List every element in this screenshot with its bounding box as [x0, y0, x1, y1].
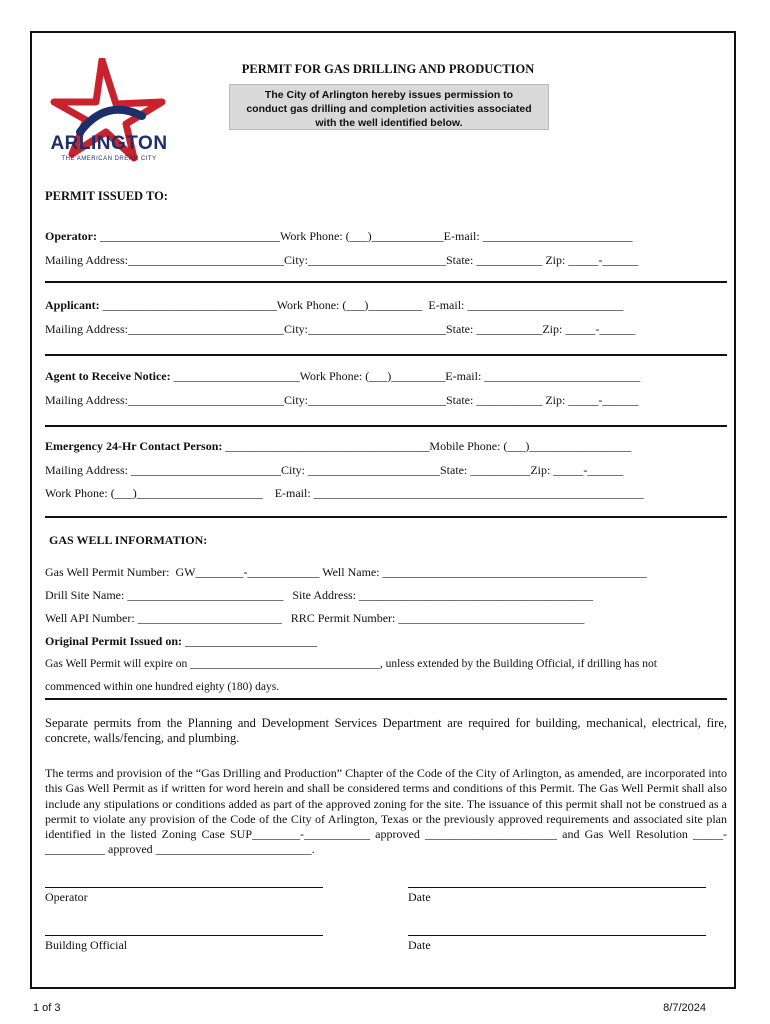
date-label: Date	[408, 890, 431, 904]
form-title: PERMIT FOR GAS DRILLING AND PRODUCTION	[241, 62, 535, 76]
agent-line[interactable]	[45, 369, 640, 383]
section-divider	[45, 516, 727, 518]
emergency-phone-line[interactable]: Work Phone: (___)_____________________ E-mail: _______________________________________________________	[45, 486, 644, 500]
operator-line[interactable]	[45, 229, 633, 243]
original-permit-line[interactable]	[45, 634, 317, 648]
notice-line: The City of Arlington hereby issues permission to	[264, 89, 514, 101]
emergency-fields[interactable]: __________________________________Mobile Phone: (___)_________________	[222, 439, 632, 453]
notice-line: conduct gas drilling and completion activities associated	[246, 103, 532, 115]
applicant-fields[interactable]: _____________________________Work Phone: (___)_________ E-mail: __________________________	[99, 298, 624, 312]
operator-label: Operator:	[45, 229, 97, 243]
emergency-mailing-line[interactable]: Mailing Address: _________________________City: ______________________State: __________Zip: _____-______	[45, 463, 624, 477]
date-signature-line[interactable]	[408, 887, 706, 888]
drill-site-line[interactable]: Drill Site Name: __________________________ Site Address: _______________________________________	[45, 588, 593, 602]
operator-signature-label: Operator	[45, 890, 88, 904]
applicant-label: Applicant:	[45, 298, 100, 312]
permission-notice	[229, 84, 549, 130]
expiration-line-2: commenced within one hundred eighty (180) days.	[45, 681, 280, 693]
page-number: 1 of 3	[33, 1002, 61, 1014]
section-divider	[45, 698, 727, 700]
gas-well-permit-line[interactable]: Gas Well Permit Number: GW________-____________ Well Name: ____________________________________________	[45, 565, 647, 579]
original-permit-field[interactable]: ______________________	[182, 634, 317, 648]
footer-date: 8/7/2024	[663, 1002, 706, 1014]
logo-wordmark: ARLINGTON	[50, 133, 168, 154]
building-official-label: Building Official	[45, 938, 128, 952]
agent-fields[interactable]: _____________________Work Phone: (___)_________E-mail: __________________________	[170, 369, 641, 383]
terms-paragraph: The terms and provision of the “Gas Drilling and Production” Chapter of the Code of the City of Arlington, as amended, are incorporated into this Gas Well Permit as if written for word herein and shall be considered terms and conditions of this Permit. The Gas Well Permit shall also include any stipulations or conditions added as part of the approved zoning for the site. The issuance of this permit shall not be construed as a permit to violate any provision of the Code of the City of Arlington, Texas or the previously approved requirements and associated site plan identified in the listed Zoning Case SUP________-___________ approved ______________________ and Gas Well Resolution _____-__________ approved __________________________.	[45, 766, 727, 857]
operator-signature-line[interactable]	[45, 887, 323, 888]
applicant-line[interactable]	[45, 298, 623, 312]
date-label-2: Date	[408, 938, 431, 952]
operator-mailing-line[interactable]: Mailing Address:__________________________City:_______________________State: ___________ Zip: _____-______	[45, 253, 639, 267]
emergency-line[interactable]	[45, 439, 631, 453]
section-divider	[45, 354, 727, 356]
operator-fields[interactable]: ______________________________Work Phone: (___)____________E-mail: _________________________	[96, 229, 633, 243]
agent-label: Agent to Receive Notice:	[45, 369, 171, 383]
section-divider	[45, 425, 727, 427]
date-signature-line-2[interactable]	[408, 935, 706, 936]
emergency-label: Emergency 24-Hr Contact Person:	[45, 439, 223, 453]
original-permit-label: Original Permit Issued on:	[45, 634, 182, 648]
well-api-line[interactable]: Well API Number: ________________________ RRC Permit Number: _______________________________	[45, 611, 585, 625]
building-official-signature-line[interactable]	[45, 935, 323, 936]
permit-issued-to-heading: PERMIT ISSUED TO:	[45, 189, 168, 203]
section-divider	[45, 281, 727, 283]
separate-permits-paragraph: Separate permits from the Planning and Development Services Department are required for building, mechanical, electrical, fire, concrete, walls/fencing, and plumbing.	[45, 716, 727, 746]
notice-line: with the well identified below.	[315, 117, 463, 129]
logo-tagline: THE AMERICAN DREAM CITY	[61, 156, 157, 162]
applicant-mailing-line[interactable]: Mailing Address:__________________________City:_______________________State: ___________Zip: _____-______	[45, 322, 636, 336]
expiration-line: Gas Well Permit will expire on _________________________________, unless extended by the Building Official, if drilling has not	[45, 658, 657, 670]
gas-well-heading: GAS WELL INFORMATION:	[49, 533, 208, 547]
agent-mailing-line[interactable]: Mailing Address:__________________________City:_______________________State: ___________ Zip: _____-______	[45, 393, 639, 407]
